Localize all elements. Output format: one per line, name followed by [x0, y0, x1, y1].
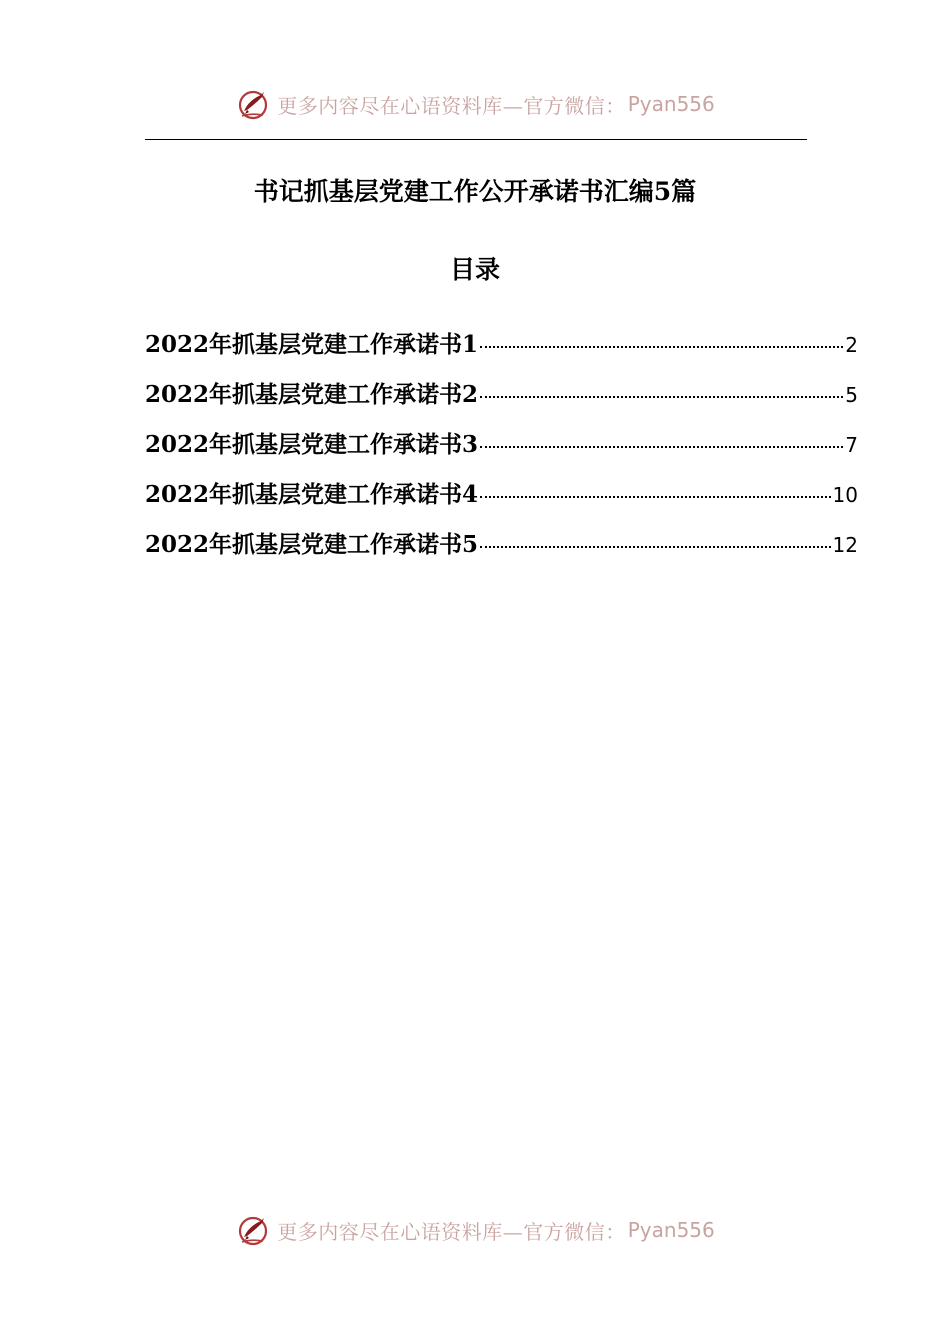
toc-entry-page: 2	[845, 333, 858, 357]
pen-circle-icon	[235, 1212, 271, 1248]
footer-banner	[0, 1210, 950, 1250]
pen-circle-icon	[235, 86, 271, 122]
document-title: 书记抓基层党建工作公开承诺书汇编5篇	[253, 177, 697, 206]
toc-entry-label: 2022年抓基层党建工作承诺书5	[145, 531, 479, 558]
header-banner	[0, 84, 950, 124]
toc-entry-2[interactable]	[145, 376, 858, 426]
toc-entry-1[interactable]	[145, 326, 858, 376]
toc-dot-leader	[480, 346, 843, 348]
table-of-contents	[145, 326, 858, 576]
toc-entry-page: 5	[845, 383, 858, 407]
toc-entry-label: 2022年抓基层党建工作承诺书2	[145, 381, 479, 408]
toc-entry-page: 7	[845, 433, 858, 457]
toc-heading: 目录	[449, 255, 500, 284]
header-wechat-id: Pyan556	[627, 92, 715, 116]
toc-entry-3[interactable]	[145, 426, 858, 476]
header-divider	[145, 139, 807, 140]
toc-dot-leader	[480, 546, 831, 548]
toc-dot-leader	[480, 396, 843, 398]
toc-entry-label: 2022年抓基层党建工作承诺书3	[145, 431, 479, 458]
toc-entry-label: 2022年抓基层党建工作承诺书4	[145, 481, 479, 508]
toc-entry-4[interactable]	[145, 476, 858, 526]
toc-dot-leader	[480, 446, 843, 448]
header-banner-content	[235, 86, 715, 122]
header-banner-text: 更多内容尽在心语资料库—官方微信：	[277, 93, 626, 118]
toc-entry-label: 2022年抓基层党建工作承诺书1	[145, 331, 479, 358]
toc-entry-page: 10	[832, 483, 858, 507]
footer-banner-content	[235, 1212, 715, 1248]
toc-entry-page: 12	[832, 533, 858, 557]
footer-wechat-id: Pyan556	[627, 1218, 715, 1242]
footer-banner-text: 更多内容尽在心语资料库—官方微信：	[277, 1219, 626, 1244]
toc-dot-leader	[480, 496, 831, 498]
toc-entry-5[interactable]	[145, 526, 858, 576]
